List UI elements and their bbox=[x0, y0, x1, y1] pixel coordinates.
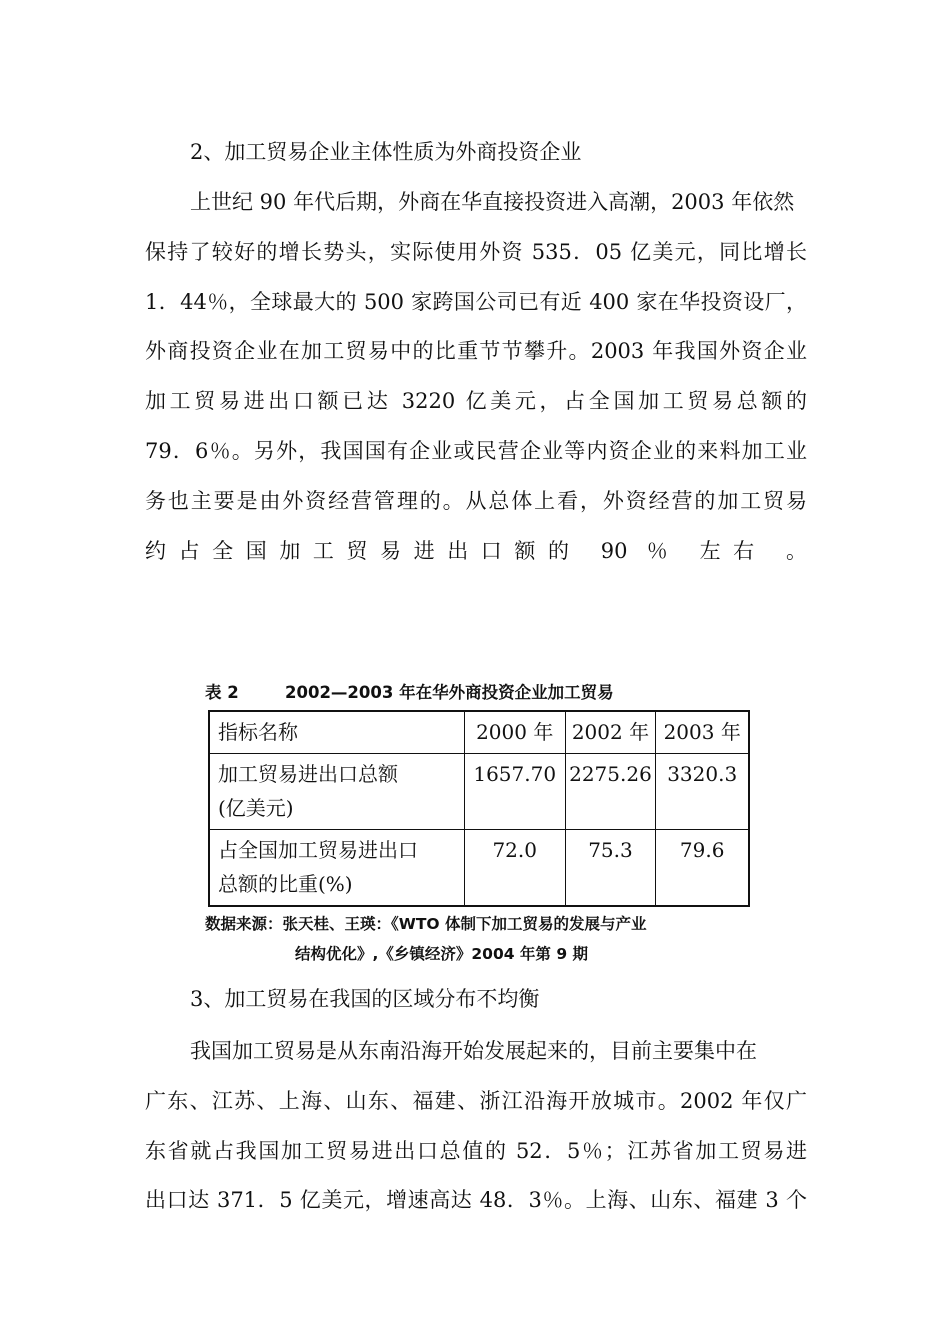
paragraph-line: 约占全国加工贸易进出口额的 90 ％ 左右 。 bbox=[145, 538, 807, 563]
cell-2003: 3320.3 bbox=[656, 754, 749, 830]
header-2003: 2003 年 bbox=[656, 711, 749, 754]
paragraph-line: 79．6％。另外，我国国有企业或民营企业等内资企业的来料加工业 bbox=[145, 438, 807, 463]
header-2002: 2002 年 bbox=[565, 711, 656, 754]
data-table bbox=[208, 710, 750, 907]
row-label-line: 占全国加工贸易进出口 bbox=[218, 838, 418, 862]
table-figure bbox=[205, 680, 750, 969]
section-2-paragraph bbox=[145, 178, 807, 576]
section-3-heading: 3、加工贸易在我国的区域分布不均衡 bbox=[190, 987, 540, 1011]
row-label-line: 总额的比重(%) bbox=[218, 872, 353, 896]
table-label: 表 2 bbox=[205, 683, 239, 702]
paragraph-line: 外商投资企业在加工贸易中的比重节节攀升。2003 年我国外资企业 bbox=[145, 339, 807, 364]
table-caption bbox=[205, 680, 750, 710]
cell-2003: 79.6 bbox=[656, 830, 749, 907]
table-row bbox=[209, 830, 749, 907]
paragraph-line: 务也主要是由外资经营管理的。从总体上看，外资经营的加工贸易 bbox=[145, 488, 807, 513]
paragraph-line: 出口达 371．5 亿美元，增速高达 48．3％。上海、山东、福建 3 个 bbox=[145, 1188, 807, 1213]
section-3-paragraph bbox=[145, 1027, 807, 1226]
table-source-note bbox=[205, 909, 750, 969]
paragraph-line: 东省就占我国加工贸易进出口总值的 52．5％；江苏省加工贸易进 bbox=[145, 1138, 807, 1163]
paragraph-line: 我国加工贸易是从东南沿海开始发展起来的，目前主要集中在 bbox=[190, 1039, 757, 1063]
source-line: 数据来源：张天桂、王瑛：《WTO 体制下加工贸易的发展与产业 bbox=[205, 915, 647, 933]
row-label-line: 加工贸易进出口总额 bbox=[218, 762, 398, 786]
table-header-row bbox=[209, 711, 749, 754]
row-label bbox=[209, 754, 464, 830]
source-line: 结构优化》,《乡镇经济》2004 年第 9 期 bbox=[295, 945, 589, 963]
row-label bbox=[209, 830, 464, 907]
paragraph-line: 上世纪 90 年代后期，外商在华直接投资进入高潮，2003 年依然 bbox=[190, 190, 795, 214]
row-label-line: (亿美元) bbox=[218, 796, 294, 820]
paragraph-line: 保持了较好的增长势头，实际使用外资 535．05 亿美元，同比增长 bbox=[145, 239, 807, 264]
header-indicator: 指标名称 bbox=[209, 711, 464, 754]
cell-2002: 75.3 bbox=[565, 830, 656, 907]
table-row bbox=[209, 754, 749, 830]
paragraph-line: 加工贸易进出口额已达 3220 亿美元，占全国加工贸易总额的 bbox=[145, 389, 807, 414]
cell-2002: 2275.26 bbox=[565, 754, 656, 830]
paragraph-line: 1．44％，全球最大的 500 家跨国公司已有近 400 家在华投资设厂， bbox=[145, 289, 807, 314]
cell-2000: 1657.70 bbox=[464, 754, 565, 830]
header-2000: 2000 年 bbox=[464, 711, 565, 754]
section-2-heading: 2、加工贸易企业主体性质为外商投资企业 bbox=[190, 140, 582, 164]
table-title: 2002—2003 年在华外商投资企业加工贸易 bbox=[285, 683, 614, 702]
paragraph-line: 广东、江苏、上海、山东、福建、浙江沿海开放城市。2002 年仅广 bbox=[145, 1088, 807, 1113]
cell-2000: 72.0 bbox=[464, 830, 565, 907]
